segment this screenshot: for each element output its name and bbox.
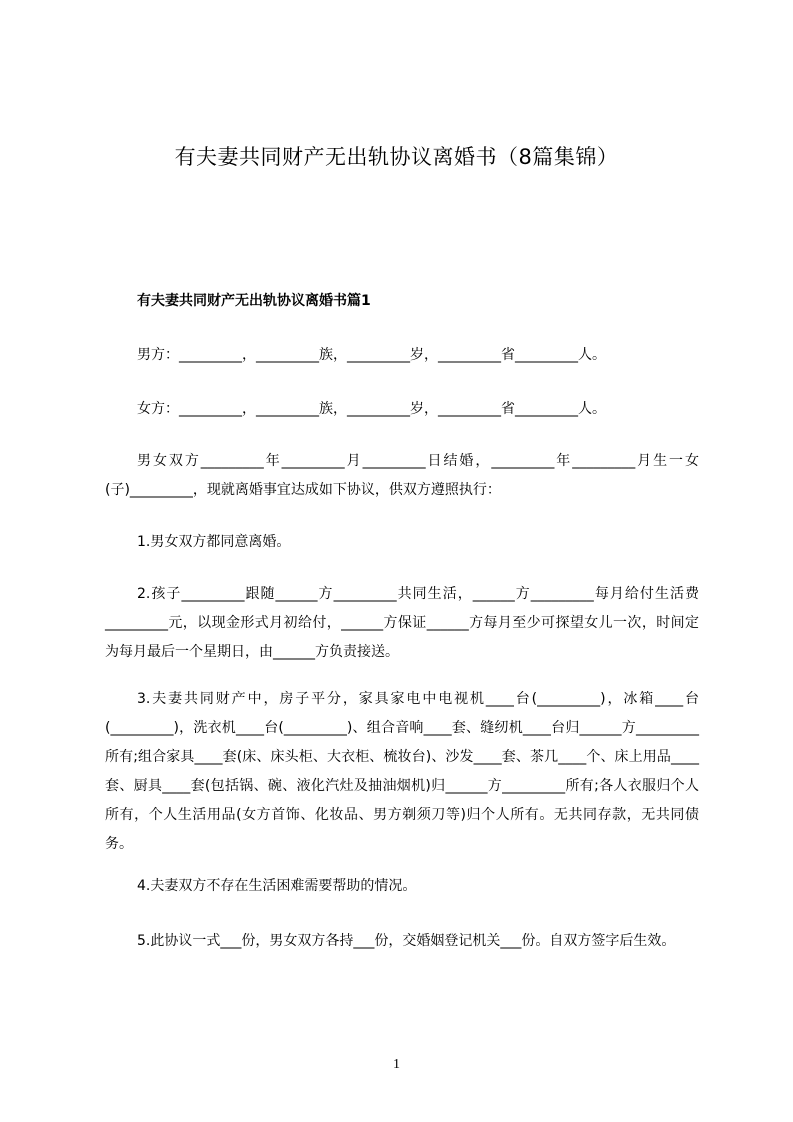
page-number: 1 (393, 1057, 400, 1072)
clause-4-paragraph: 4.夫妻双方不存在生活困难需要帮助的情况。 (137, 878, 417, 894)
clause-1-paragraph: 1.男女双方都同意离婚。 (137, 534, 291, 550)
document-title: 有夫妻共同财产无出轨协议离婚书（8篇集锦） (174, 145, 619, 169)
husband-info-paragraph: 男方：_________，_________族，_________岁，_________省_________人。 (137, 347, 606, 363)
clause-5-paragraph: 5.此协议一式___份，男女双方各持___份，交婚姻登记机关___份。自双方签字后生效。 (137, 933, 676, 949)
section-title: 有夫妻共同财产无出轨协议离婚书篇1 (137, 293, 371, 309)
marriage-info-paragraph: 男女双方_________年_________月_________日结婚，_________年_________月生一女(子)_________，现就离婚事宜达成如下协议，供双方遵照执行： (105, 453, 699, 498)
clause-2-paragraph: 2.孩子_________跟随______方_________共同生活，______方_________每月给付生活费_________元，以现金形式月初给付，______方保证______方每月至少可探望女儿一次，时间定为每月最后一个星期日，由______方负责接送。 (105, 586, 699, 660)
clause-3-paragraph: 3.夫妻共同财产中，房子平分，家具家电中电视机____台(_________)，冰箱____台(_________)，洗衣机____台(_________)、组合音响____套、缝纫机____台归______方_________所有;组合家具____套(床、床头柜、大衣柜、梳妆台)、沙发____套、茶几____个、床上用品____套、厨具____套(包括锅、碗、液化汽灶及抽油烟机)归______方_________所有;各人衣服归个人所有，个人生活用品(女方首饰、化妆品、男方剃须刀等)归个人所有。无共同存款，无共同债务。 (105, 691, 699, 852)
wife-info-paragraph: 女方：_________，_________族，_________岁，_________省_________人。 (137, 401, 606, 417)
